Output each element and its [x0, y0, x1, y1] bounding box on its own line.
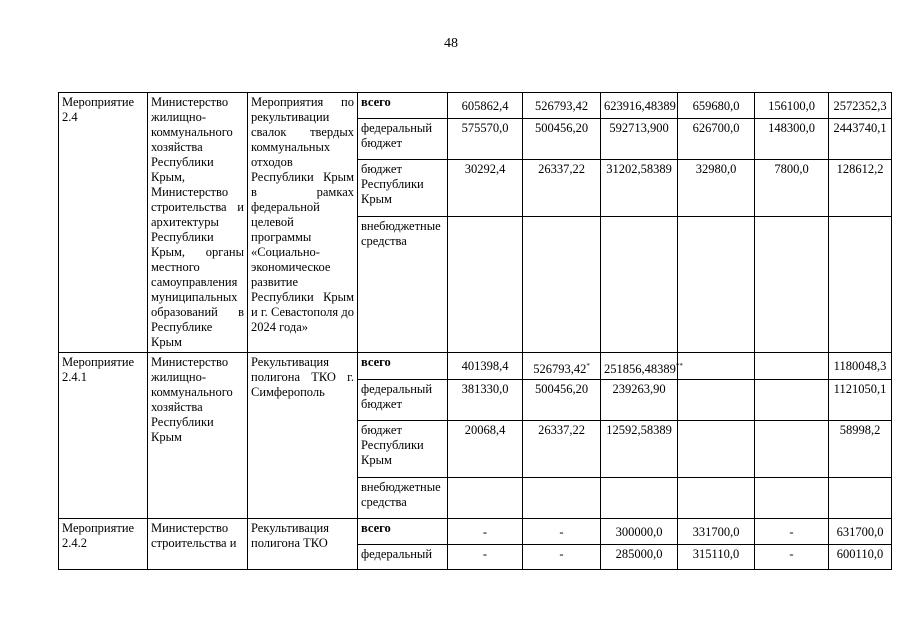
value-cell: 315110,0 — [678, 545, 755, 570]
value-cell — [448, 217, 523, 353]
value-cell: 26337,22 — [523, 421, 601, 478]
value-cell: 1180048,3 — [829, 353, 892, 380]
source-label: всего — [361, 521, 391, 536]
value-cell — [755, 217, 829, 353]
value-cell: 239263,90 — [601, 380, 678, 421]
description-cell: Мероприятия по рекультивации свалок твердых коммунальных отходов Республики Крым в рамках федеральной целевой программы «Социально-экономическое развитие Республики Крым и г. Севастополя до 2024 года» — [248, 93, 358, 353]
footnote-mark: ** — [675, 362, 683, 370]
value-cell: 401398,4 — [448, 353, 523, 380]
value-cell: 626700,0 — [678, 119, 755, 160]
value-cell: 2443740,1 — [829, 119, 892, 160]
value-cell: 631700,0 — [829, 519, 892, 545]
value-cell: - — [755, 545, 829, 570]
value-cell — [601, 217, 678, 353]
value-cell: 592713,900 — [601, 119, 678, 160]
value-cell: - — [448, 519, 523, 545]
table-row — [59, 353, 892, 380]
value-cell: 2572352,3 — [829, 93, 892, 119]
value-cell: 26337,22 — [523, 160, 601, 217]
value-cell: - — [523, 519, 601, 545]
value-cell — [755, 421, 829, 478]
value-cell: 31202,58389 — [601, 160, 678, 217]
description-cell: Рекультивация полигона ТКО г. Симферополь — [248, 353, 358, 519]
executor-cell: Министерство жилищно-коммунального хозяйства Республики Крым, Министерство строительства и архитектуры Республики Крым, органы местного самоуправления муниципальных образований в Республике Крым — [148, 93, 248, 353]
value-cell: 32980,0 — [678, 160, 755, 217]
source-cell: федеральный бюджет — [358, 380, 448, 421]
source-cell: федеральный бюджет — [358, 119, 448, 160]
value-cell: 156100,0 — [755, 93, 829, 119]
value-cell: 128612,2 — [829, 160, 892, 217]
value-cell — [448, 478, 523, 519]
value-cell: 605862,4 — [448, 93, 523, 119]
value-cell — [755, 353, 829, 380]
event-cell: Мероприятие 2.4.2 — [59, 519, 148, 570]
table-row — [59, 93, 892, 119]
event-cell: Мероприятие 2.4 — [59, 93, 148, 353]
value-cell — [755, 478, 829, 519]
value-cell — [678, 478, 755, 519]
value-cell: - — [755, 519, 829, 545]
value-cell — [523, 217, 601, 353]
value-cell — [601, 478, 678, 519]
value-cell — [523, 353, 601, 380]
value-cell — [755, 380, 829, 421]
value-cell: 623916,48389 — [601, 93, 678, 119]
source-cell: внебюджетные средства — [358, 478, 448, 519]
source-cell: бюджет Республики Крым — [358, 160, 448, 217]
source-label: всего — [361, 355, 391, 369]
value-cell: 1121050,1 — [829, 380, 892, 421]
value-cell: 20068,4 — [448, 421, 523, 478]
page-number: 48 — [444, 36, 458, 51]
footnote-mark: * — [586, 362, 590, 370]
source-cell: федеральный — [358, 545, 448, 570]
value-cell: - — [448, 545, 523, 570]
value-cell: 7800,0 — [755, 160, 829, 217]
value-cell — [678, 380, 755, 421]
source-cell — [358, 353, 448, 380]
source-cell: бюджет Республики Крым — [358, 421, 448, 478]
value-cell: 300000,0 — [601, 519, 678, 545]
value-text: 526793,42 — [533, 362, 587, 377]
value-cell: 331700,0 — [678, 519, 755, 545]
executor-cell: Министерство строительства и — [148, 519, 248, 570]
value-cell — [678, 421, 755, 478]
value-cell — [601, 353, 683, 380]
value-cell: 659680,0 — [678, 93, 755, 119]
value-cell — [523, 478, 601, 519]
table-row — [59, 519, 892, 545]
value-text: 251856,48389 — [604, 362, 676, 377]
value-cell: 30292,4 — [448, 160, 523, 217]
value-cell: 58998,2 — [829, 421, 892, 478]
value-cell — [829, 478, 892, 519]
value-cell: 500456,20 — [523, 380, 601, 421]
value-cell: 526793,42 — [523, 93, 601, 119]
value-cell — [829, 217, 892, 353]
value-cell — [675, 353, 755, 380]
source-cell — [358, 93, 448, 119]
value-cell: 285000,0 — [601, 545, 678, 570]
value-cell: 500456,20 — [523, 119, 601, 160]
event-cell: Мероприятие 2.4.1 — [59, 353, 148, 519]
source-cell — [358, 519, 448, 545]
source-label: всего — [361, 95, 391, 109]
executor-cell: Министерство жилищно-коммунального хозяйства Республики Крым — [148, 353, 248, 519]
description-cell: Рекультивация полигона ТКО — [248, 519, 358, 570]
value-cell: 381330,0 — [448, 380, 523, 421]
value-cell: - — [523, 545, 601, 570]
value-cell: 575570,0 — [448, 119, 523, 160]
value-cell: 12592,58389 — [601, 421, 678, 478]
value-cell: 148300,0 — [755, 119, 829, 160]
value-cell — [678, 217, 755, 353]
source-cell: внебюджетные средства — [358, 217, 448, 353]
value-cell: 600110,0 — [829, 545, 892, 570]
funding-table — [58, 92, 892, 570]
